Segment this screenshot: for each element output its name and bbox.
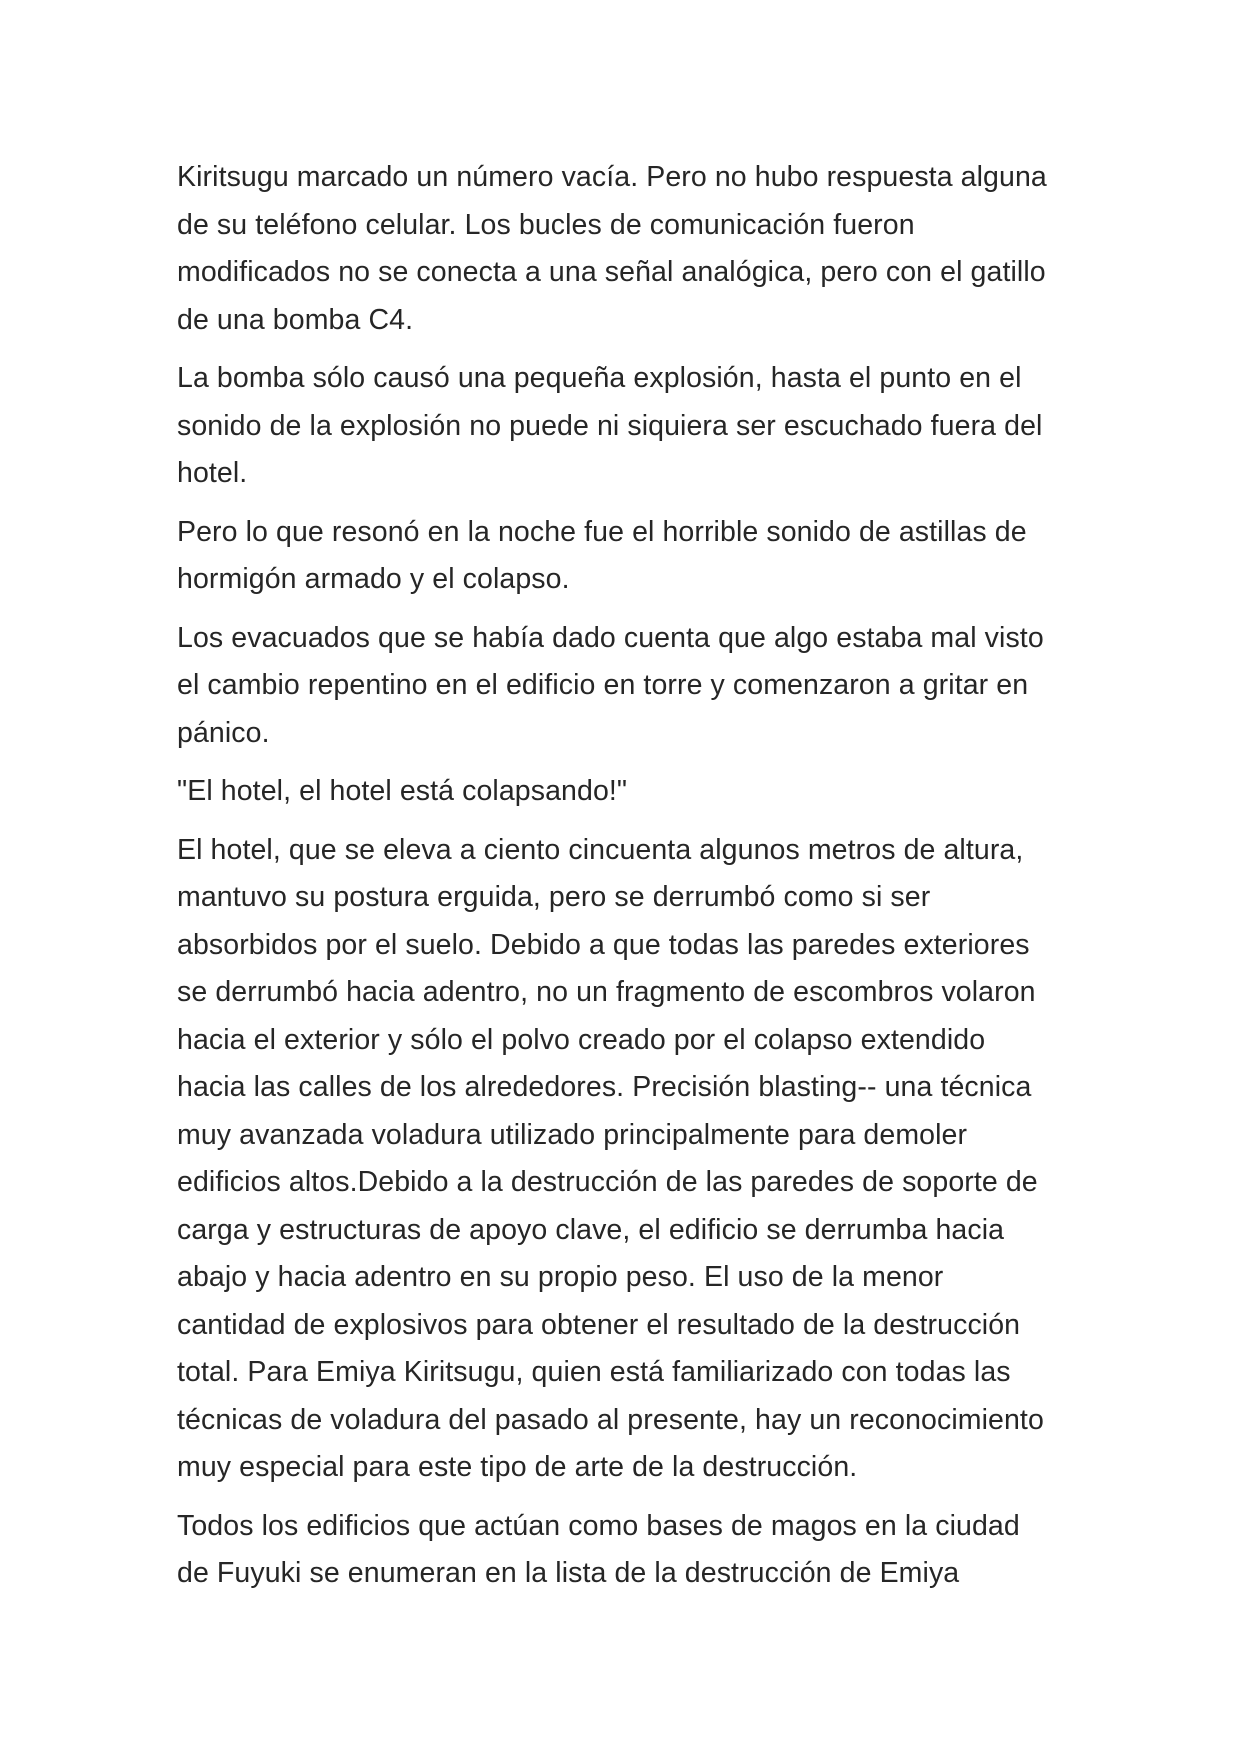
paragraph: El hotel, que se eleva a ciento cincuenta algunos metros de altura, mantuvo su postura erguida, pero se derrumbó como si ser absorbidos por el suelo. Debido a que todas las paredes exteriores se derrumbó hacia adentro, no un fragmento de escombros volaron hacia el exterior y sólo el polvo creado por el colapso extendido hacia las calles de los alrededores. Precisión blasting-- una técnica muy avanzada voladura utilizado principalmente para demoler edificios altos.Debido a la destrucción de las paredes de soporte de carga y estructuras de apoyo clave, el edificio se derrumba hacia abajo y hacia adentro en su propio peso. El uso de la menor cantidad de explosivos para obtener el resultado de la destrucción total. Para Emiya Kiritsugu, quien está familiarizado con todas las técnicas de voladura del pasado al presente, hay un reconocimiento muy especial para este tipo de arte de la destrucción. <box>177 833 1044 1483</box>
paragraph: Pero lo que resonó en la noche fue el horrible sonido de astillas de hormigón armado y el colapso. <box>177 515 1027 595</box>
paragraph: Kiritsugu marcado un número vacía. Pero no hubo respuesta alguna de su teléfono celular. Los bucles de comunicación fueron modificados no se conecta a una señal analógica, pero con el gatillo de una bomba C4. <box>177 161 1047 336</box>
paragraph: La bomba sólo causó una pequeña explosión, hasta el punto en el sonido de la explosión no puede ni siquiera ser escuchado fuera del hotel. <box>177 362 1043 489</box>
paragraph: "El hotel, el hotel está colapsando!" <box>177 775 628 807</box>
body-text <box>177 154 1077 1609</box>
paragraph: Los evacuados que se había dado cuenta que algo estaba mal visto el cambio repentino en el edificio en torre y comenzaron a gritar en pánico. <box>177 621 1044 749</box>
paragraph: Todos los edificios que actúan como bases de magos en la ciudad de Fuyuki se enumeran en la lista de la destrucción de Emiya <box>177 1509 1020 1589</box>
